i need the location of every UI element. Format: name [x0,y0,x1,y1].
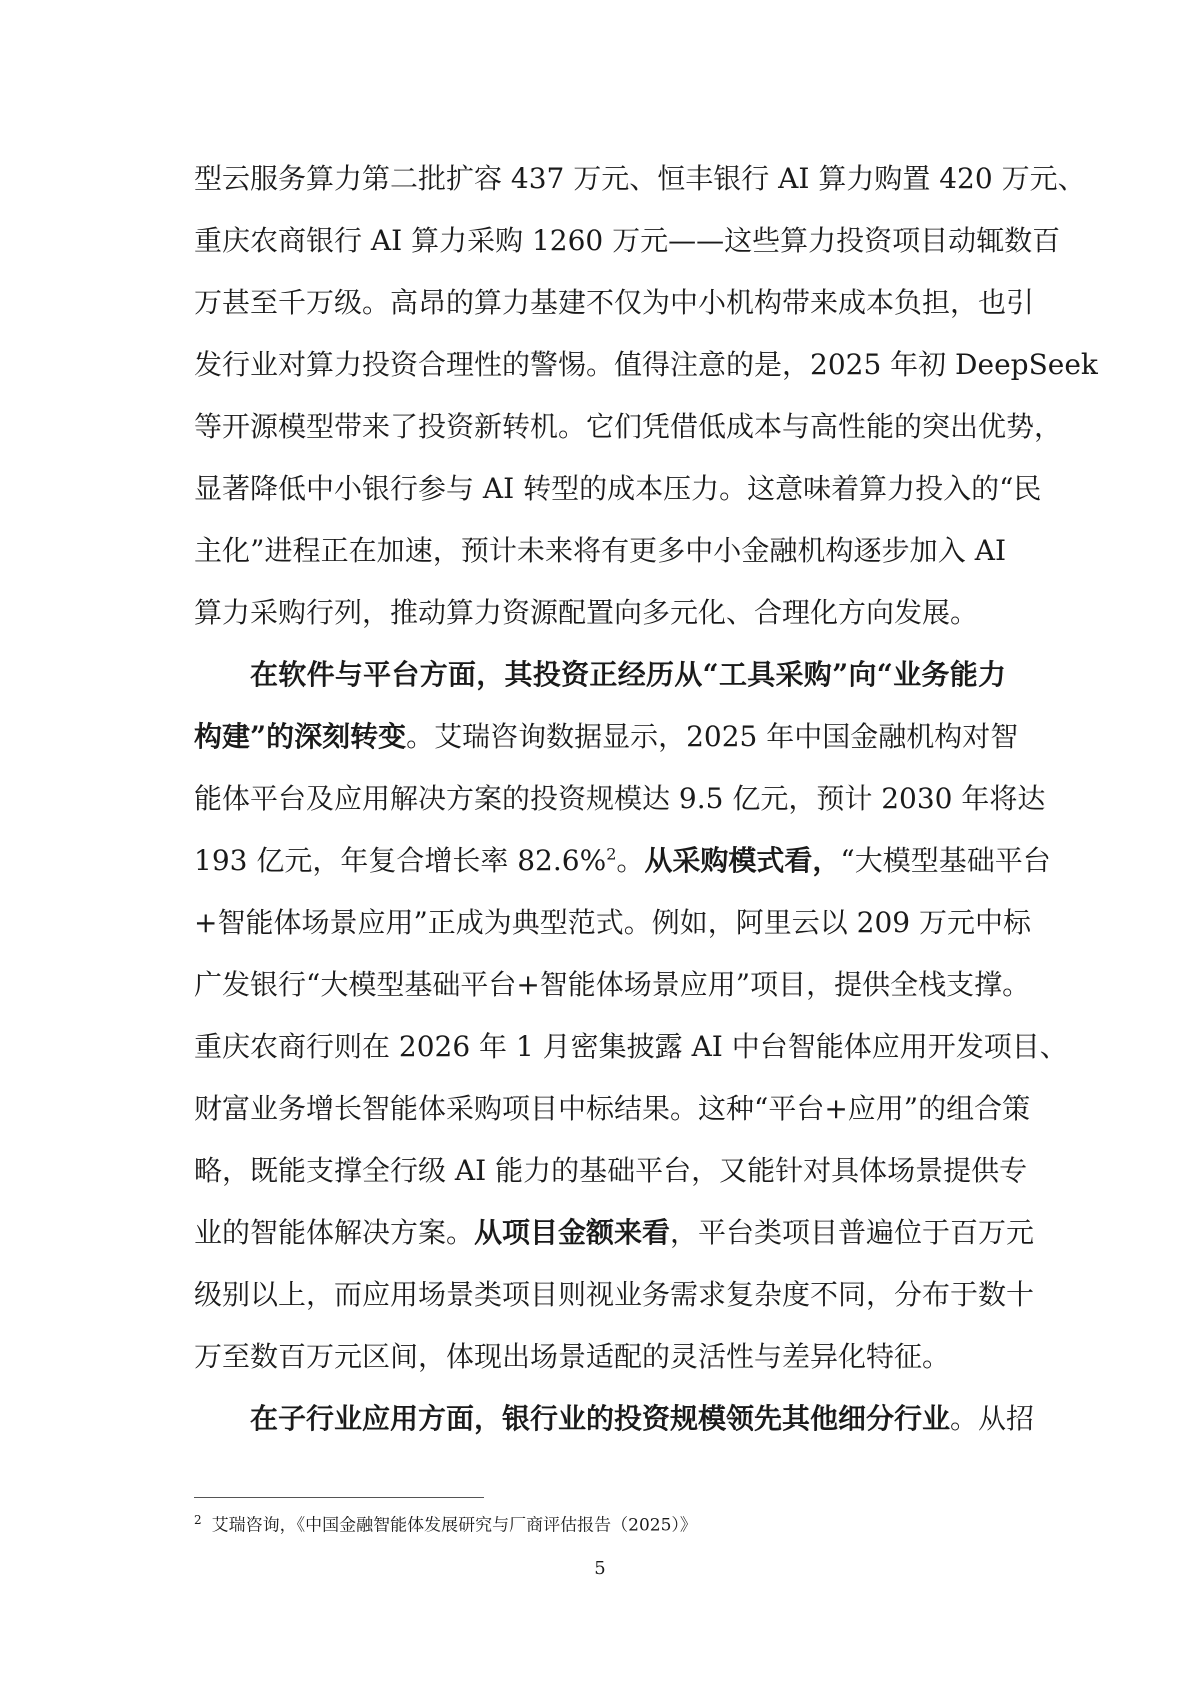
text-run: 等开源模型带来了投资新转机。它们凭借低成本与高性能的突出优势， [194,410,1063,443]
paragraph-2-line-11 [194,1264,1035,1326]
text-run: 级别以上，而应用场景类项目则视业务需求复杂度不同，分布于数十 [194,1278,1035,1311]
text-run: 193 亿元，年复合增长率 82.6% [194,844,607,877]
bold-lead-text: 在子行业应用方面，银行业的投资规模领先其他细分行业 [250,1402,951,1435]
footnote-mark: 2 [194,1513,202,1527]
paragraph-1-line-3 [194,272,1035,334]
bold-lead-text: 从项目金额来看 [474,1216,671,1249]
text-run: 。 [616,844,645,877]
bold-lead-text: 在软件与平台方面，其投资正经历从“工具采购”向“业务能力 [250,658,1006,691]
bold-lead-text: 构建”的深刻转变 [194,720,407,753]
paragraph-2-line-9 [194,1140,1028,1202]
text-run: +智能体场景应用”正成为典型范式。例如，阿里云以 209 万元中标 [194,906,1032,939]
text-run: 业的智能体解决方案。 [194,1216,475,1249]
paragraph-2-line-7 [194,1016,1068,1078]
paragraph-3-line-1 [194,1388,1035,1450]
paragraph-2-line-6 [194,954,1031,1016]
footnote-separator [194,1497,484,1498]
text-run: 万至数百万元区间，体现出场景适配的灵活性与差异化特征。 [194,1340,951,1373]
footnote-text: 艾瑞咨询，《中国金融智能体发展研究与厂商评估报告（2025）》 [211,1515,697,1536]
text-run: 重庆农商行则在 2026 年 1 月密集披露 AI 中台智能体应用开发项目、 [194,1030,1068,1063]
footnote [194,1508,697,1538]
text-run: 能体平台及应用解决方案的投资规模达 9.5 亿元，预计 2030 年将达 [194,782,1046,815]
paragraph-2-line-2 [194,706,1019,768]
paragraph-2-line-12 [194,1326,1006,1388]
text-run: 略，既能支撑全行级 AI 能力的基础平台，又能针对具体场景提供专 [194,1154,1028,1187]
bold-lead-text: 从采购模式看， [644,844,841,877]
text-run: 主化”进程正在加速，预计未来将有更多中小金融机构逐步加入 AI [194,534,1006,567]
text-run: ，平台类项目普遍位于百万元 [670,1216,1035,1249]
paragraph-2-line-8 [194,1078,1031,1140]
text-run: 财富业务增长智能体采购项目中标结果。这种“平台+应用”的组合策 [194,1092,1031,1125]
paragraph-2-line-5 [194,892,1032,954]
paragraph-1-line-5 [194,396,1063,458]
paragraph-1-line-2 [194,210,1061,272]
paragraph-2-line-4 [194,830,1051,892]
text-run: 。艾瑞咨询数据显示，2025 年中国金融机构对智 [406,720,1019,753]
text-run: 。从招 [950,1402,1035,1435]
body-text [194,148,1098,1450]
text-run: 型云服务算力第二批扩容 437 万元、恒丰银行 AI 算力购置 420 万元、 [194,162,1086,195]
text-run: 发行业对算力投资合理性的警惕。值得注意的是，2025 年初 DeepSeek [194,348,1098,381]
paragraph-1-line-4 [194,334,1098,396]
text-run: 算力采购行列，推动算力资源配置向多元化、合理化方向发展。 [194,596,979,629]
paragraph-1-line-7 [194,520,1006,582]
paragraph-2-line-10 [194,1202,1035,1264]
text-run: 万甚至千万级。高昂的算力基建不仅为中小机构带来成本负担，也引 [194,286,1035,319]
page-number: 5 [594,1558,606,1579]
paragraph-1-line-6 [194,458,1042,520]
text-run: 重庆农商银行 AI 算力采购 1260 万元——这些算力投资项目动辄数百 [194,224,1061,257]
text-run: 显著降低中小银行参与 AI 转型的成本压力。这意味着算力投入的“民 [194,472,1042,505]
paragraph-1-line-8 [194,582,1006,644]
footnote-reference: 2 [606,844,617,864]
paragraph-2-line-3 [194,768,1046,830]
text-run: “大模型基础平台 [840,844,1051,877]
paragraph-1-line-1 [194,148,1086,210]
text-run: 广发银行“大模型基础平台+智能体场景应用”项目，提供全栈支撑。 [194,968,1031,1001]
paragraph-2-line-1 [194,644,1006,706]
